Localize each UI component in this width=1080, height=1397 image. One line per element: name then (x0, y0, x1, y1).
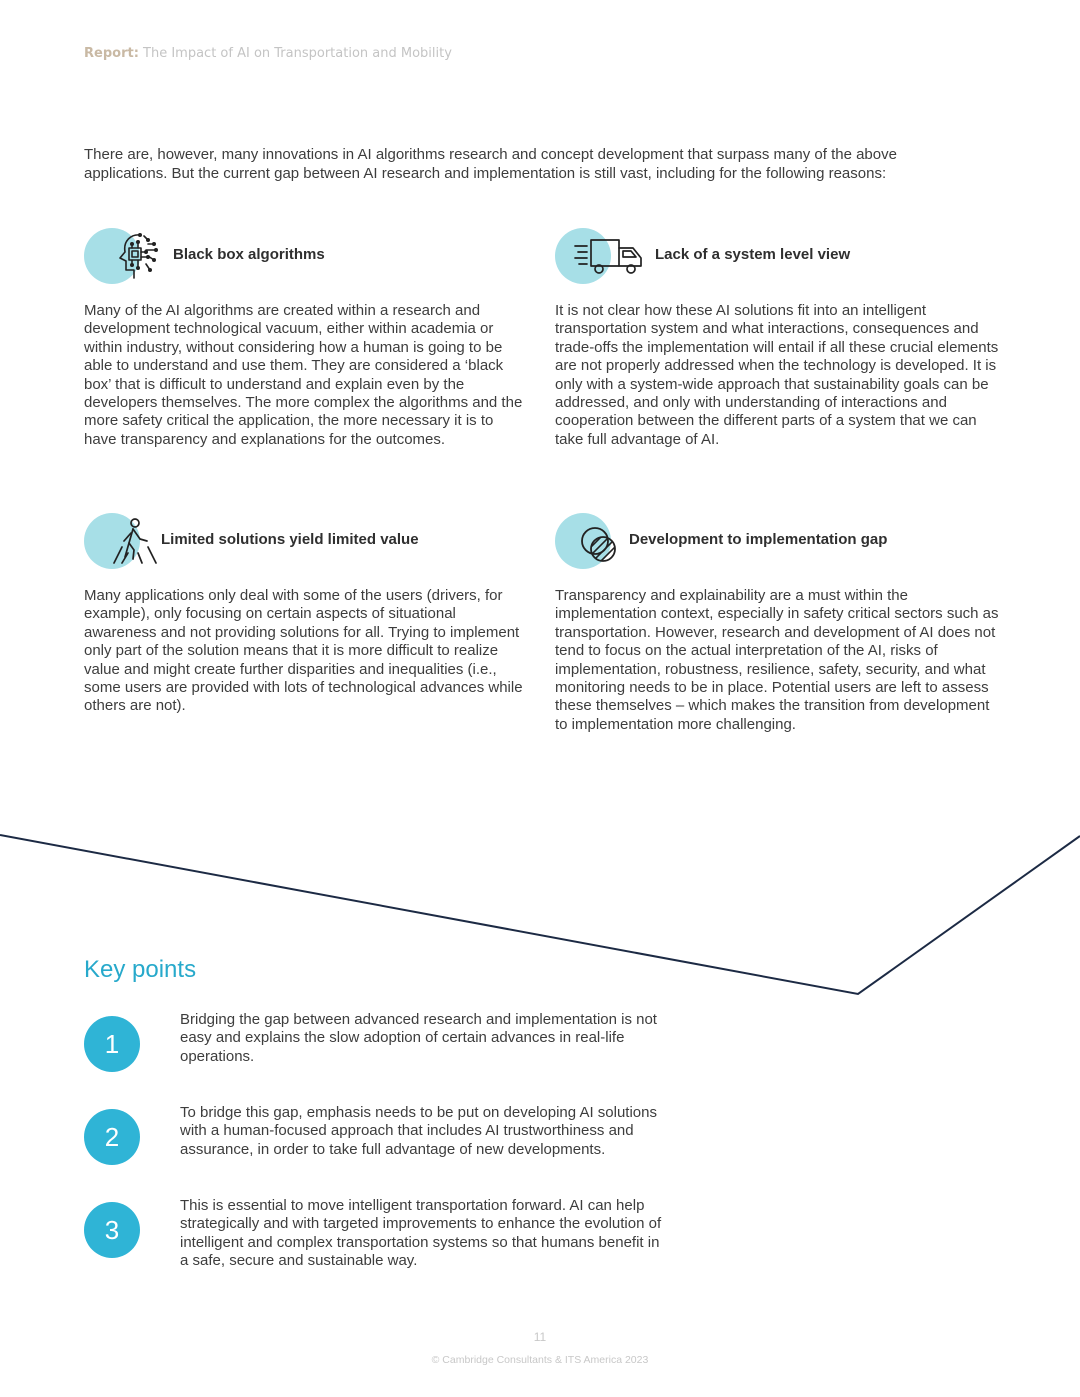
card-system-view (555, 228, 1000, 448)
card-limited-solutions (84, 513, 529, 715)
key-point-number: 1 (84, 1016, 140, 1072)
overlap-circles-icon (577, 523, 623, 569)
card-title: Development to implementation gap (629, 531, 888, 548)
card-body: It is not clear how these AI solutions fit into an intelligent transportation system and what interactions, consequences and trade-offs the implementation will entail if all these crucial elements are not properly addressed when the technology is developed. It is only with a system-wide approach that sustainability goals can be addressed, and only with understanding of interactions and cooperation between the different parts of a system that we can take full advantage of AI. (555, 302, 999, 448)
card-title: Limited solutions yield limited value (161, 531, 419, 548)
intro-paragraph: There are, however, many innovations in AI algorithms research and concept development that surpass many of the above applications. But the current gap between AI research and implementation is still vast, including for the following reasons: (84, 146, 897, 182)
key-point-text: To bridge this gap, emphasis needs to be put on developing AI solutions with a human-focused approach that includes AI trustworthiness and assurance, in order to take full advantage of new developments. (180, 1104, 657, 1158)
card-body: Many applications only deal with some of the users (drivers, for example), only focusing on certain aspects of situational awareness and not providing solutions for all. Trying to implement only part of the solution means that it is more difficult to realize value and might create further disparities and inequalities (i.e., some users are provided with lots of technological advances while others are not). (84, 587, 523, 715)
card-body: Transparency and explainability are a must within the implementation context, especially in safety critical sectors such as transportation. However, research and development of AI does not tend to focus on the actual interpretation of the AI, risks of implementation, robustness, resilience, safety, security, and what monitoring needs to be in place. Potential users are left to assess these themselves – which makes the transition from development to implementation more challenging. (555, 587, 999, 733)
key-point-number: 2 (84, 1109, 140, 1165)
header-title: The Impact of AI on Transportation and Mobility (143, 46, 452, 61)
key-points-title: Key points (84, 956, 197, 983)
card-black-box (84, 228, 529, 448)
truck-icon (573, 236, 645, 278)
card-title: Black box algorithms (173, 246, 325, 263)
page-number: 11 (533, 1330, 547, 1344)
card-title: Lack of a system level view (655, 246, 851, 263)
page-header (84, 46, 452, 61)
key-point-text: This is essential to move intelligent transportation forward. AI can help strategically and with targeted improvements to enhance the evolution of intelligent and complex transportation systems so that humans benefit in a safe, secure and sustainable way. (180, 1197, 662, 1270)
header-label: Report: (84, 46, 139, 61)
ai-head-icon (110, 230, 164, 282)
card-implementation-gap (555, 513, 1000, 733)
key-point-number: 3 (84, 1202, 140, 1258)
pedestrian-crossing-icon (112, 517, 160, 567)
key-point-text: Bridging the gap between advanced research and implementation is not easy and explains the slow adoption of certain advances in real-life operations. (180, 1011, 657, 1065)
card-body: Many of the AI algorithms are created within a research and development technological vacuum, either within academia or within industry, without considering how a human is going to be able to understand and use them. They are considered a ‘black box’ that is difficult to understand and explain even by the developers themselves. The more complex the algorithms and the more safety critical the application, the more necessary it is to have transparency and explanations for the outcomes. (84, 302, 523, 448)
footer-copyright: © Cambridge Consultants & ITS America 2023 (431, 1354, 649, 1366)
